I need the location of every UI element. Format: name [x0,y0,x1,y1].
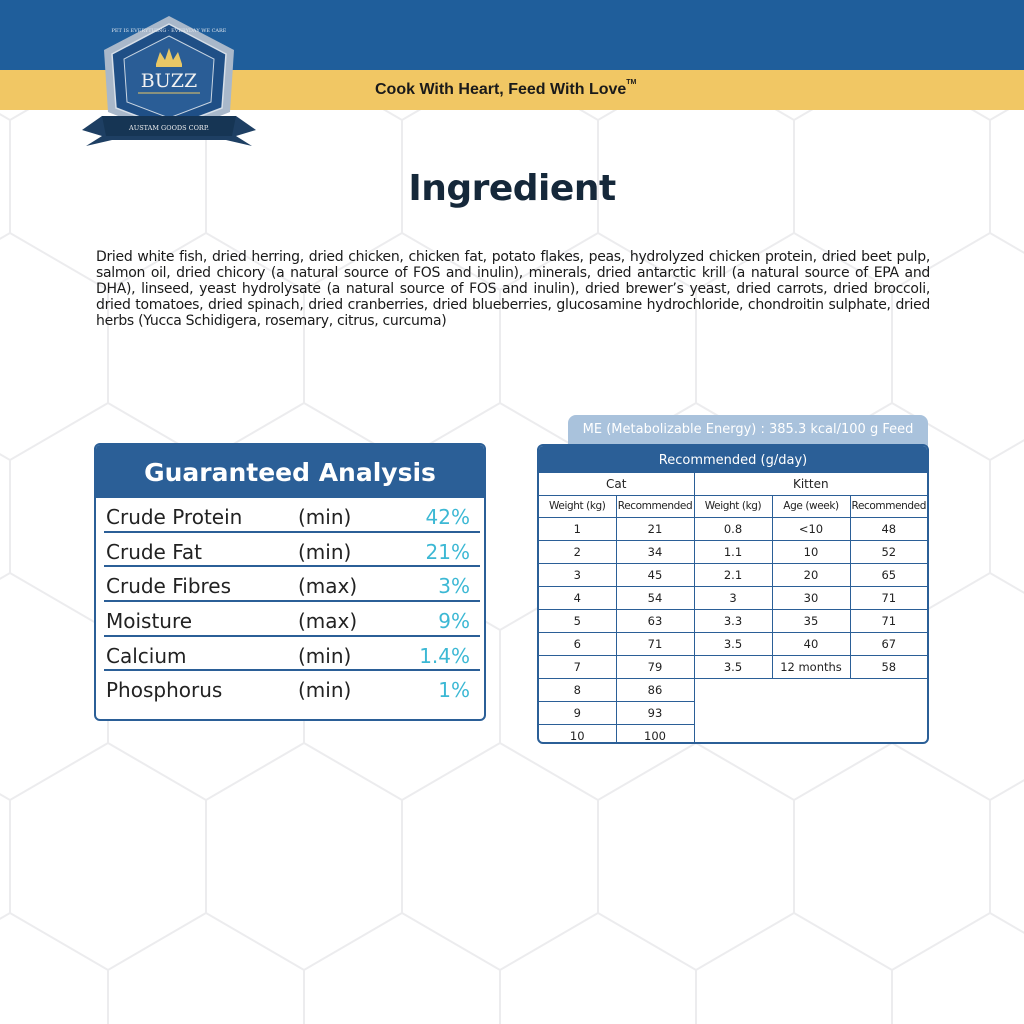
cat-weight-cell: 4 [539,586,616,609]
analysis-value: 3% [438,574,470,599]
analysis-value: 1% [438,678,470,703]
cat-recommended-cell: 63 [616,609,694,632]
cat-weight-cell: 10 [539,724,616,744]
guaranteed-analysis-panel [94,443,486,721]
analysis-qualifier: (max) [298,609,358,634]
kitten-age-cell: <10 [772,517,850,540]
cat-recommended-cell: 79 [616,655,694,678]
cat-weight-cell: 5 [539,609,616,632]
table-row [539,586,927,609]
kitten-recommended-cell: 67 [850,632,927,655]
table-row [539,563,927,586]
kitten-recommended-cell: 65 [850,563,927,586]
kitten-weight-header: Weight (kg) [694,495,772,517]
analysis-name: Calcium [106,643,187,668]
analysis-qualifier: (min) [298,539,352,564]
cat-recommended-cell: 71 [616,632,694,655]
kitten-weight-cell: 3.5 [694,632,772,655]
ingredient-title: Ingredient [408,168,616,209]
kitten-age-cell: 30 [772,586,850,609]
kitten-age-cell: 20 [772,563,850,586]
analysis-qualifier: (max) [298,574,358,599]
cat-weight-header: Weight (kg) [539,495,616,517]
cat-weight-cell: 1 [539,517,616,540]
analysis-value: 42% [425,505,470,529]
cat-weight-cell: 9 [539,701,616,724]
kitten-weight-cell: 1.1 [694,540,772,563]
metabolizable-energy-banner: ME (Metabolizable Energy) : 385.3 kcal/100 g Feed [568,415,928,451]
analysis-row [104,637,480,672]
table-row [539,678,927,701]
kitten-age-header: Age (week) [772,495,850,517]
analysis-row [104,602,480,637]
kitten-recommended-cell: 58 [850,655,927,678]
kitten-age-cell: 40 [772,632,850,655]
kitten-recommended-cell: 48 [850,517,927,540]
recommended-title: Recommended (g/day) [539,446,927,473]
kitten-weight-cell: 3.5 [694,655,772,678]
kitten-recommended-header: Recommended [850,495,927,517]
ingredients-text: Dried white fish, dried herring, dried chicken, chicken fat, potato flakes, peas, hydrolyzed chicken protein, dried beet pulp, salmon oil, dried chicory (a natural source of FOS and inulin), minerals, dried antarctic krill (a natural source of EPA and DHA), linseed, yeast hydrolysate (a natural source of FOS and inulin), dried brewer’s yeast, dried carrots, dried broccoli, dried tomatoes, dried spinach, dried cranberries, dried blueberries, glucosamine hydrochloride, chondroitin sulphate, dried herbs (Yucca Schidigera, rosemary, citrus, curcuma) [96,249,930,329]
cat-recommended-cell: 93 [616,701,694,724]
analysis-name: Crude Fibres [106,574,232,599]
buzz-logo [76,12,262,148]
analysis-name: Moisture [106,609,193,634]
cat-weight-cell: 2 [539,540,616,563]
cat-recommended-cell: 21 [616,517,694,540]
recommended-panel [537,444,929,744]
table-row [539,609,927,632]
kitten-age-cell: 10 [772,540,850,563]
cat-weight-cell: 7 [539,655,616,678]
cat-recommended-cell: 45 [616,563,694,586]
cat-recommended-cell: 100 [616,724,694,744]
slogan: Cook With Heart, Feed With Love™ [375,79,637,98]
analysis-value: 21% [425,539,470,564]
svg-text:PET IS EVERYTHING · EVERYDAY W: PET IS EVERYTHING · EVERYDAY WE CARE [111,28,227,34]
cat-recommended-cell: 86 [616,678,694,701]
kitten-recommended-cell: 71 [850,609,927,632]
cat-weight-cell: 3 [539,563,616,586]
table-row [539,540,927,563]
kitten-age-cell: 12 months [772,655,850,678]
kitten-weight-cell: 3 [694,586,772,609]
cat-recommended-cell: 54 [616,586,694,609]
kitten-recommended-cell: 52 [850,540,927,563]
table-row [539,655,927,678]
analysis-qualifier: (min) [298,643,352,668]
cat-weight-cell: 8 [539,678,616,701]
analysis-qualifier: (min) [298,505,352,529]
analysis-name: Phosphorus [106,678,223,703]
analysis-qualifier: (min) [298,678,352,703]
table-row [539,517,927,540]
guaranteed-analysis-rows [96,498,484,706]
analysis-row [104,567,480,602]
cat-weight-cell: 6 [539,632,616,655]
analysis-name: Crude Fat [106,539,202,564]
analysis-row [104,671,480,706]
kitten-recommended-cell: 71 [850,586,927,609]
kitten-weight-cell: 3.3 [694,609,772,632]
analysis-row [104,533,480,568]
analysis-value: 1.4% [419,643,470,668]
analysis-name: Crude Protein [106,505,243,529]
empty-cell [694,678,927,744]
analysis-value: 9% [438,609,470,634]
recommended-table [539,473,927,744]
svg-text:BUZZ: BUZZ [140,70,198,92]
cat-group-header: Cat [539,473,694,495]
table-row [539,632,927,655]
analysis-row [104,498,480,533]
cat-recommended-header: Recommended [616,495,694,517]
cat-recommended-cell: 34 [616,540,694,563]
kitten-weight-cell: 0.8 [694,517,772,540]
kitten-weight-cell: 2.1 [694,563,772,586]
guaranteed-analysis-title: Guaranteed Analysis [96,445,484,498]
kitten-age-cell: 35 [772,609,850,632]
kitten-group-header: Kitten [694,473,927,495]
svg-text:AUSTAM GOODS CORP.: AUSTAM GOODS CORP. [129,124,209,132]
